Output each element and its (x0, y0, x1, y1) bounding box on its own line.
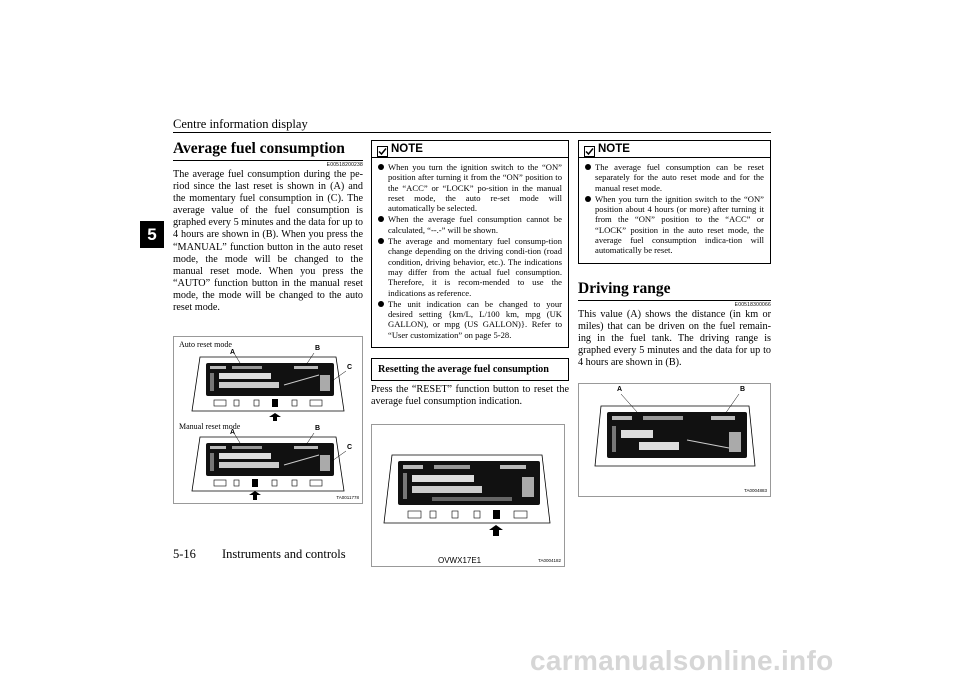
bullet-icon (585, 164, 591, 170)
figure-reset (371, 424, 565, 567)
note-check-icon (377, 144, 388, 155)
footer-code: OVWX17E1 (438, 556, 482, 565)
caption-manual-reset: Manual reset mode (179, 422, 241, 432)
bullet-icon (378, 301, 384, 307)
resetting-body: Press the “RESET” function button to reset the average fuel consumption indication. (371, 384, 569, 408)
note-check-icon (584, 144, 595, 155)
figure-driving-range (578, 383, 771, 497)
running-header: Centre information display (173, 117, 308, 131)
figure-id: TA0011778 (336, 495, 359, 501)
display-illustration (174, 337, 362, 503)
page-number: 5-16 (173, 547, 196, 561)
figure-id: TA0004883 (744, 488, 767, 494)
caption-auto-reset: Auto reset mode (179, 340, 232, 350)
note-item: When you turn the ignition switch to the “ON” position after turning it from the “ON” position to the “ACC” or “LOCK” po-sition in the manual reset mode, the auto re-set mode will automatically be selected. (378, 162, 562, 213)
section-title-driving-range: Driving range (578, 280, 771, 301)
label-b: B (315, 345, 321, 353)
label-c-manual: C (347, 444, 353, 452)
chapter-tab: 5 (140, 221, 164, 248)
note-item: The unit indication can be changed to your desired setting {km/L, L/100 km, mpg (UK GALLON), or mpg (US GALLON)}. Refer to “User customization” on page 5-28. (378, 299, 562, 340)
bullet-icon (378, 238, 384, 244)
section-code: E00518300066 (734, 301, 771, 308)
column-1 (173, 140, 363, 504)
resetting-heading: Resetting the average fuel consumption (371, 358, 569, 381)
figure-average-fuel (173, 336, 363, 504)
note-box-1 (371, 140, 569, 348)
display-illustration-range (579, 384, 770, 496)
driving-range-body: This value (A) shows the distance (in km or miles) that can be driven on the fuel remain-ing in the fuel tank. The driving range is graphed every 5 minutes and the data for up to 4 hours are shown in (B). (578, 308, 771, 369)
average-fuel-body: The average fuel consumption during the pe-riod since the last reset is shown in (A) and the momentary fuel consumption in (C). The average value of the fuel consumption is graphed every 5 minutes and the data for up to 4 hours are shown in (B). When you press the “MANUAL” function button in the auto reset mode, the mode will be changed to the manual reset mode. When you press the “AUTO” function button in the manual reset mode, the mode will be changed to the auto reset mode. (173, 169, 363, 314)
note-item: When you turn the ignition switch to the “ON” position about 4 hours (or more) after turning it from the “ON” position to the “ACC” or “LOCK” position in the auto reset mode, the average fuel consumption indica-tion will automatically be reset. (585, 194, 764, 256)
note-header (372, 141, 568, 158)
watermark[interactable]: carmanualsonline.info (530, 645, 834, 676)
section-code: E00518200238 (326, 162, 363, 168)
column-2 (371, 140, 569, 567)
header-rule (173, 132, 771, 133)
footer-section: Instruments and controls (222, 547, 346, 561)
bullet-icon (378, 216, 384, 222)
bullet-icon (585, 196, 591, 202)
label-b-manual: B (315, 425, 321, 433)
label-a: A (230, 349, 236, 357)
note-item: The average fuel consumption can be reset separately for the auto reset mode and for the manual reset mode. (585, 162, 764, 193)
note-box-2 (578, 140, 771, 264)
label-c: C (347, 364, 353, 372)
label-b: B (740, 386, 746, 394)
column-3 (578, 140, 771, 497)
note-item: The average and momentary fuel consump-tion change depending on the driving condi-tion (road condition, driving behavior, etc.). The indications may differ from the actual fuel consumption. Therefore, it is recom-mended to use the indications as reference. (378, 236, 562, 298)
display-illustration-reset (372, 425, 564, 566)
note-header (579, 141, 770, 158)
note-title: NOTE (391, 143, 423, 155)
note-body (372, 158, 568, 347)
bullet-icon (378, 164, 384, 170)
note-item: When the average fuel consumption cannot be calculated, “--.-” will be shown. (378, 214, 562, 235)
label-a-manual: A (230, 429, 236, 437)
label-a: A (617, 386, 623, 394)
section-title-average-fuel: Average fuel consumption (173, 140, 363, 161)
figure-id: TA0004182 (538, 558, 561, 564)
note-title: NOTE (598, 143, 630, 155)
note-body (579, 158, 770, 263)
